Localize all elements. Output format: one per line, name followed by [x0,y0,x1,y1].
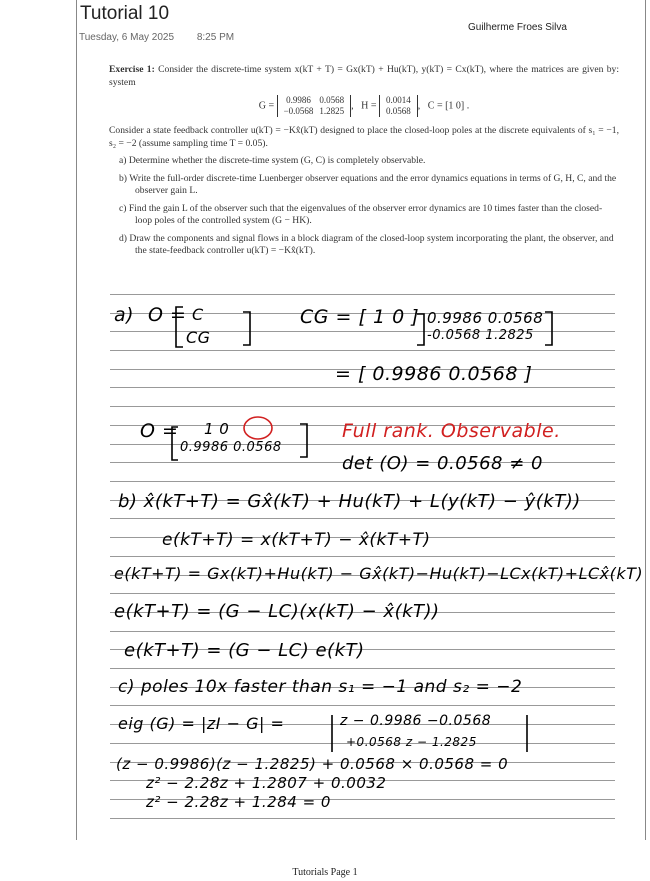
hw-eig-label: eig (G) = |zI − G| = [118,714,285,733]
matrix-g: 0.9986 0.0568 −0.0568 1.2825 [277,95,352,117]
question-c: c) Find the gain L of the observer such that the eigenvalues of the observer error dynamics are 10 times faster than the closed-loop poles of the controlled system (G − HK). [119,202,603,226]
page-time: 8:25 PM [196,32,235,43]
page-footer: Tutorials Page 1 [292,867,358,878]
hw-cg-eq: CG = [ 1 0 ] [300,306,420,328]
exercise-controller-text: Consider a state feedback controller u(kT) = −Kx̂(kT) designed to place the closed-loop poles at the discrete equivalents of s₁ = −1, s₂ = −2 (assume sampling time T = 0.05). [109,125,619,149]
hw-full-rank-note: Full rank. Observable. [342,420,561,442]
hw-eig-row2: +0.0568 z − 1.2825 [346,735,477,749]
hw-g-row2: -0.0568 1.2825 [427,328,534,343]
hw-char-poly-3: z² − 2.28z + 1.284 = 0 [146,793,331,811]
hw-obs-symbol: O = [148,304,187,326]
hw-char-poly-1: (z − 0.9986)(z − 1.2825) + 0.0568 × 0.0568 = 0 [116,755,509,773]
question-b: b) Write the full-order discrete-time Luenberger observer equations and the error dynamics equations in terms of G, H, C, and the observer gain L. [119,172,617,196]
hw-g-row1: 0.9986 0.0568 [427,309,544,327]
matrix-c: C = [1 0] . [427,100,470,112]
question-d: d) Draw the components and signal flows in a block diagram of the closed-loop system incorporating the plant, the observer, and the state-feedback controller u(kT) = −Kx̂(kT). [119,232,614,256]
matrix-h: 0.0014 0.0568 [379,95,418,117]
hw-obs-matrix-label: O = [140,420,179,442]
hw-observer-equation: b) x̂(kT+T) = Gx̂(kT) + Hu(kT) + L(y(kT) − ŷ(kT)) [118,491,581,512]
hw-part-a-label: a) [114,304,135,326]
hw-error-dynamics: e(kT+T) = (G − LC) e(kT) [124,640,365,661]
hw-error-factor: e(kT+T) = (G − LC)(x(kT) − x̂(kT)) [114,601,440,622]
hw-obs-row2: 0.9986 0.0568 [180,440,282,455]
circled-element [244,417,272,439]
hw-error-expand: e(kT+T) = Gx(kT)+Hu(kT) − Gx̂(kT)−Hu(kT)−LCx(kT)+LCx̂(kT) [114,564,644,583]
hw-error-def: e(kT+T) = x(kT+T) − x̂(kT+T) [162,530,431,550]
hw-determinant: det (O) = 0.0568 ≠ 0 [342,453,543,474]
system-matrices: G = 0.9986 0.0568 −0.0568 1.2825 , H = 0.0014 0.0568 , C = [1 0] . [258,95,470,116]
hw-obs-cg: CG [186,328,211,347]
page-date: Tuesday, 6 May 2025 [79,32,175,43]
author-name: Guilherme Froes Silva [468,22,567,33]
hw-cg-result: = [ 0.9986 0.0568 ] [335,363,533,385]
hw-obs-row1: 1 0 [204,420,230,438]
exercise-intro: Exercise 1: Consider the discrete-time system x(kT + T) = Gx(kT) + Hu(kT), y(kT) = Cx(kT), where the matrices are given by: system [109,64,619,88]
question-a: a) Determine whether the discrete-time system (G, C) is completely observable. [119,155,426,166]
hw-part-c: c) poles 10x faster than s₁ = −1 and s₂ = −2 [118,677,523,697]
hw-obs-c: C [192,305,204,324]
hw-char-poly-2: z² − 2.28z + 1.2807 + 0.0032 [146,774,387,792]
page-title[interactable]: Tutorial 10 [80,3,170,24]
hw-eig-row1: z − 0.9986 −0.0568 [340,713,492,729]
